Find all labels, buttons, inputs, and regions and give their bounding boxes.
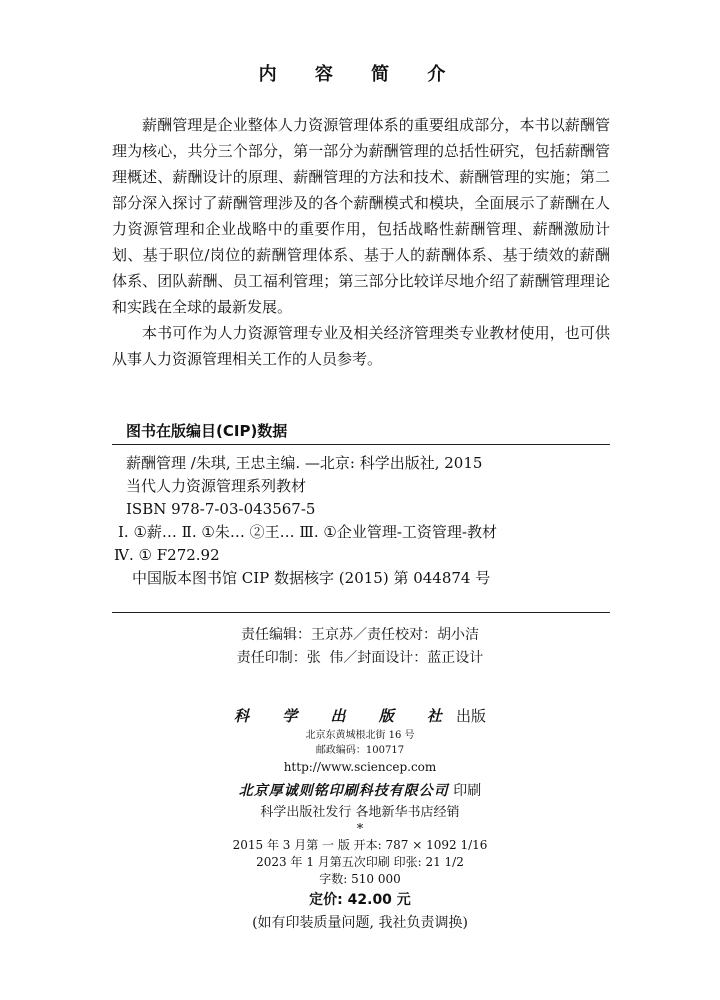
publisher-url: http://www.sciencep.com — [283, 760, 437, 774]
staff-credits — [0, 624, 720, 670]
separator-star: * — [356, 822, 364, 837]
cip-classification-1: Ⅰ. ①薪… Ⅱ. ①朱… ②王… Ⅲ. ①企业管理-工资管理-教材 — [118, 523, 497, 541]
publisher-postcode: 邮政编码：100717 — [315, 745, 405, 756]
cip-heading: 图书在版编目(CIP)数据 — [126, 422, 288, 440]
printer-line — [0, 779, 720, 803]
distribution-line: 科学出版社发行 各地新华书店经销 — [260, 805, 460, 820]
quality-notice: (如有印装质量问题, 我社负责调换) — [252, 915, 468, 931]
cip-bottom-rule — [112, 612, 610, 613]
staff-line-1: 责任编辑：王京苏／责任校对：胡小洁 — [241, 627, 479, 643]
cip-title-line: 薪酬管理 /朱琪, 王忠主编. —北京: 科学出版社, 2015 — [126, 454, 483, 472]
cip-isbn: ISBN 978-7-03-043567-5 — [126, 500, 316, 518]
intro-section — [112, 112, 610, 372]
cip-series-line: 当代人力资源管理系列教材 — [126, 477, 307, 495]
price-line: 定价: 42.00 元 — [309, 892, 411, 908]
publisher-address: 北京东黄城根北街 16 号 — [305, 730, 415, 741]
cip-classification-2: Ⅳ. ① F272.92 — [114, 546, 220, 564]
cip-cn-number: 中国版本图书馆 CIP 数据核字 (2015) 第 044874 号 — [132, 569, 491, 587]
intro-paragraph-1: 薪酬管理是企业整体人力资源管理体系的重要组成部分，本书以薪酬管理为核心，共分三个部分，第一部分为薪酬管理的总括性研究，包括薪酬管理概述、薪酬设计的原理、薪酬管理的方法和技术、薪酬管理的实施；第二部分深入探讨了薪酬管理涉及的各个薪酬模式和模块，全面展示了薪酬在人力资源管理和企业战略中的重要作用，包括战略性薪酬管理、薪酬激励计划、基于职位/岗位的薪酬管理体系、基于人的薪酬体系、基于绩效的薪酬体系、团队薪酬、员工福利管理；第三部分比较详尽地介绍了薪酬管理理论和实践在全球的最新发展。 — [112, 116, 610, 316]
publisher-line — [0, 704, 720, 728]
intro-paragraph-2: 本书可作为人力资源管理专业及相关经济管理类专业教材使用，也可供从事人力资源管理相关工作的人员参考。 — [112, 324, 610, 368]
printer-logo: 北京厚诚则铭印刷科技有限公司 — [238, 783, 449, 799]
cip-block — [114, 452, 606, 590]
cip-top-rule — [112, 444, 610, 445]
printing-line: 2023 年 1 月第五次印刷 印张: 21 1/2 — [256, 855, 464, 869]
printer-suffix: 印刷 — [453, 783, 482, 799]
word-count: 字数: 510 000 — [319, 872, 401, 886]
edition-line: 2015 年 3 月第 一 版 开本: 787 × 1092 1/16 — [232, 838, 488, 852]
imprint-block — [0, 704, 720, 934]
publisher-suffix: 出版 — [455, 707, 486, 725]
staff-line-2: 责任印制：张 伟／封面设计：蓝正设计 — [236, 650, 484, 666]
page-title: 内 容 简 介 — [258, 64, 462, 85]
publisher-logo: 科 学 出 版 社 — [234, 707, 456, 725]
